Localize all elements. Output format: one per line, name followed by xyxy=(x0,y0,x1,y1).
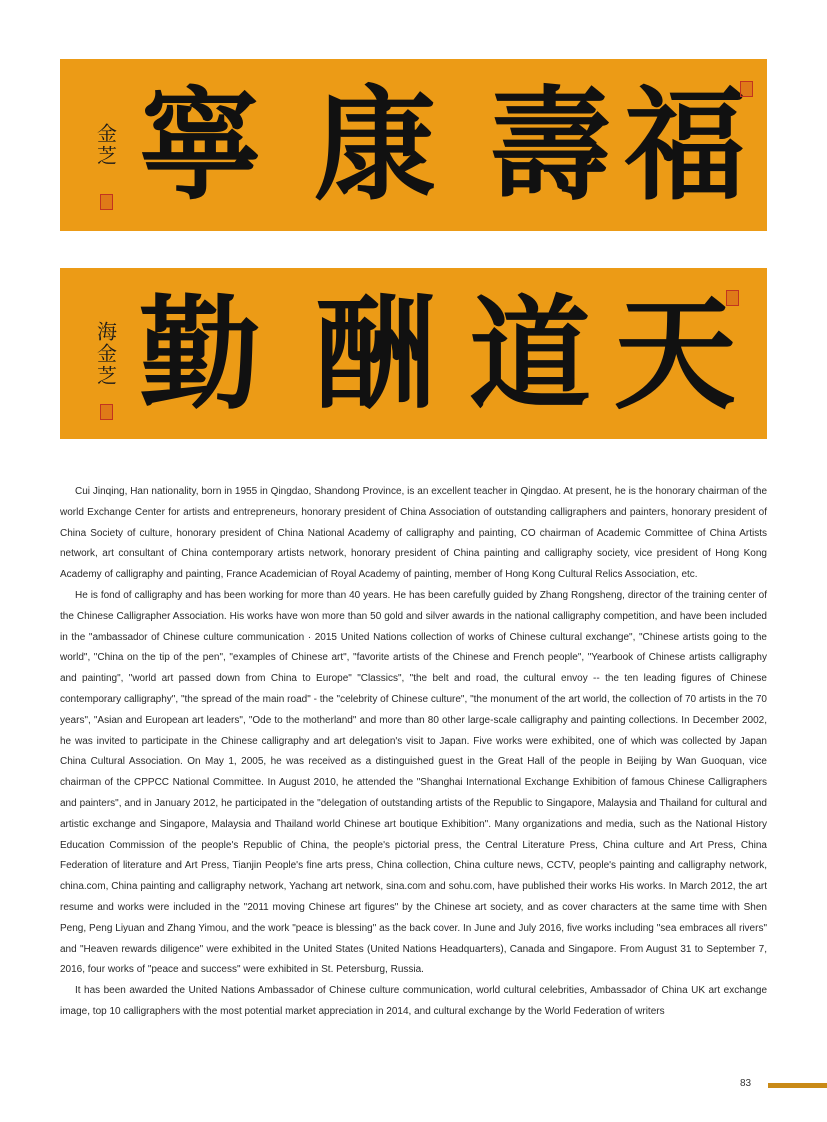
calligraphy-char: 酬 xyxy=(314,281,436,426)
calligraphy-char: 道 xyxy=(469,281,591,426)
biography-text xyxy=(60,482,767,1023)
calligraphy-char: 福 xyxy=(624,73,746,217)
calligraphy-banner-top xyxy=(60,59,767,231)
paragraph: It has been awarded the United Nations Ambassador of Chinese culture communication, world cultural celebrities, Ambassador of China UK art exchange image, top 10 calligraphers with the most potential market appreciation in 2014, and cultural exchange by the World Federation of writers xyxy=(60,985,767,1017)
calligraphy-char: 寧 xyxy=(139,73,261,217)
calligraphy-char: 天 xyxy=(614,281,736,426)
calligraphy-char: 康 xyxy=(314,73,436,217)
calligraphy-char: 勤 xyxy=(139,281,261,426)
paragraph: He is fond of calligraphy and has been working for more than 40 years. He has been carefully guided by Zhang Rongsheng, director of the training center of the Chinese Calligrapher Association. His works have won more than 50 gold and silver awards in the national calligraphy competition, and have been included in the "ambassador of Chinese culture communication · 2015 United Nations collection of works of Chinese cultural exchange", "Chinese artists going to the world", "China on the tip of the pen", "examples of Chinese art", "favorite artists of the Chinese and French people", "Yearbook of Chinese artists calligraphy and painting", "world art passed down from China to Europe" "Classics", "the belt and road, the cultural envoy -- the ten leading figures of Chinese contemporary calligraphy", "the spread of the main road" - the "celebrity of Chinese culture", "the monument of the art world, the collection of 70 artists in the 70 years", "Asian and European art leaders", "Ode to the motherland" and more than 80 other large-scale calligraphy and painting collections. In December 2002, he was invited to participate in the Chinese calligraphy and art delegation's visit to Japan. Five works were exhibited, one of which was collected by Japan China Cultural Association. On May 1, 2005, he was received as a distinguished guest in the Great Hall of the people in Beijing by Wan Guoquan, vice chairman of the CPPCC National Committee. In August 2010, he attended the "Shanghai International Exchange Exhibition of famous Chinese Calligraphers and painters", and in January 2012, he participated in the "delegation of outstanding artists of the Republic to Singapore, Malaysia and Thailand for cultural and artistic exchange and Singapore, Malaysia and Thailand world Chinese art boutique Exhibition". Many organizations and media, such as the National History Education Commission of the people's Republic of China, the people's pictorial press, the Central Literature Press, China culture and Art Press, China Federation of literature and Art Press, Tianjin People's fine arts press, China collection, China culture news, CCTV, people's painting and calligraphy network, china.com, China painting and calligraphy network, Yachang art network, sina.com and sohu.com, have published their works His works. In March 2012, the art resume and works were included in the "2011 moving Chinese art figures" by the Chinese art society, and as cover characters at the same time with Shen Peng, Peng Liyuan and Zhang Yimou, and the work "peace is blessing" as the back cover. In June and July 2016, five works including "sea embraces all rivers" and "Heaven rewards diligence" were exhibited in the United States (United Nations Headquarters), Canada and Singapore. From August 31 to September 7, 2016, four works of "peace and success" were exhibited in St. Petersburg, Russia. xyxy=(60,589,767,976)
red-seal-stamp xyxy=(100,404,113,420)
page-number: 83 xyxy=(740,1078,752,1089)
paragraph: Cui Jinqing, Han nationality, born in 1955 in Qingdao, Shandong Province, is an excellent teacher in Qingdao. At present, he is the honorary chairman of the world Exchange Center for artists and entrepreneurs, honorary president of China Association of outstanding calligraphers and painters, honorary president of China Society of culture, honorary president of China National Academy of calligraphy and painting, CO chairman of Academic Committee of China Artists network, art consultant of China contemporary artists network, honorary president of China painting and calligraphy society, vice president of Hong Kong Academy of calligraphy and painting, France Academician of Royal Academy of painting, member of Hong Kong Cultural Relics Association, etc. xyxy=(60,486,767,581)
artist-signature: 金芝 xyxy=(93,123,118,167)
calligraphy-char: 壽 xyxy=(489,73,611,217)
red-seal-stamp xyxy=(100,194,113,210)
calligraphy-banner-bottom xyxy=(60,268,767,439)
red-seal-stamp xyxy=(740,81,753,97)
artist-signature: 海金芝 xyxy=(93,320,118,387)
red-seal-stamp xyxy=(726,290,739,306)
page-accent-bar xyxy=(768,1083,827,1088)
